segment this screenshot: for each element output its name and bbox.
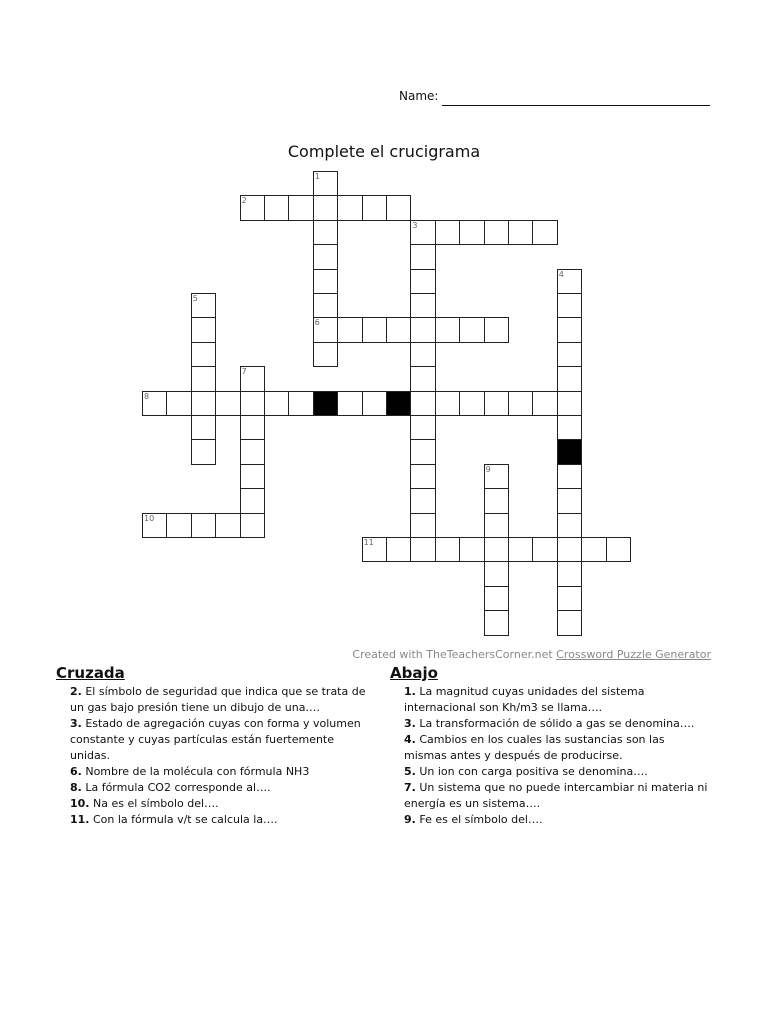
grid-cell[interactable] — [191, 317, 216, 342]
grid-cell[interactable] — [484, 464, 509, 489]
clue-number: 2 — [241, 196, 247, 206]
grid-cell[interactable] — [557, 391, 582, 416]
clue-number: 8 — [144, 391, 150, 401]
clue-item-number: 3. — [404, 717, 416, 730]
grid-cell[interactable] — [215, 513, 240, 538]
clue-item — [404, 732, 710, 764]
clue-item-text: Un sistema que no puede intercambiar ni materia ni energía es un sistema…. — [404, 781, 708, 810]
grid-cell[interactable] — [191, 439, 216, 464]
clue-number: 11 — [363, 538, 374, 547]
clue-number: 9 — [485, 464, 491, 474]
grid-cell[interactable] — [337, 195, 362, 220]
clue-item-text: Estado de agregación cuyas con forma y volumen constante y cuyas partículas están fuertemente unidas. — [70, 717, 361, 762]
grid-cell[interactable] — [532, 391, 557, 416]
grid-cell[interactable] — [410, 439, 435, 464]
grid-cell[interactable] — [313, 317, 338, 342]
grid-cell[interactable] — [166, 513, 191, 538]
page-title: Complete el crucigrama — [287, 142, 481, 161]
across-clue-list — [56, 684, 376, 828]
clue-number: 7 — [241, 367, 247, 377]
grid-cell[interactable] — [288, 195, 313, 220]
across-clues — [56, 664, 376, 828]
grid-cell[interactable] — [386, 195, 411, 220]
grid-cell[interactable] — [410, 391, 435, 416]
grid-cell[interactable] — [191, 366, 216, 391]
clue-item-number: 5. — [404, 765, 416, 778]
grid-cell[interactable] — [264, 391, 289, 416]
grid-cell[interactable] — [362, 317, 387, 342]
clue-number: 5 — [192, 294, 198, 303]
grid-cell[interactable] — [459, 391, 484, 416]
clue-item-number: 8. — [70, 781, 82, 794]
grid-cell[interactable] — [386, 537, 411, 562]
clue-item — [70, 684, 376, 716]
grid-cell[interactable] — [240, 488, 265, 513]
grid-cell[interactable] — [191, 342, 216, 367]
clue-item-text: Fe es el símbolo del…. — [415, 813, 543, 826]
grid-cell[interactable] — [435, 391, 460, 416]
grid-cell[interactable] — [142, 391, 167, 416]
grid-cell-blocked — [313, 391, 338, 416]
grid-cell-blocked — [557, 439, 582, 464]
grid-cell[interactable] — [264, 195, 289, 220]
grid-cell[interactable] — [191, 293, 216, 318]
grid-cell[interactable] — [459, 317, 484, 342]
clue-number: 10 — [144, 513, 155, 523]
grid-cell[interactable] — [240, 513, 265, 538]
clue-item — [70, 716, 376, 764]
clue-item-text: Un ion con carga positiva se denomina…. — [415, 765, 648, 778]
grid-cell[interactable] — [410, 513, 435, 538]
grid-cell[interactable] — [240, 415, 265, 440]
grid-cell[interactable] — [313, 269, 338, 294]
clue-item — [404, 764, 710, 780]
grid-cell[interactable] — [484, 317, 509, 342]
grid-cell[interactable] — [240, 195, 265, 220]
grid-cell[interactable] — [557, 464, 582, 489]
clue-item-number: 9. — [404, 813, 416, 826]
grid-cell[interactable] — [410, 269, 435, 294]
clue-item-text: La transformación de sólido a gas se denomina…. — [415, 717, 695, 730]
grid-cell[interactable] — [606, 537, 631, 562]
clue-item — [404, 684, 710, 716]
grid-cell[interactable] — [484, 488, 509, 513]
clue-item — [70, 796, 376, 812]
across-heading: Cruzada — [56, 664, 125, 682]
grid-cell[interactable] — [557, 610, 582, 635]
grid-cell[interactable] — [410, 488, 435, 513]
clue-item-number: 11. — [70, 813, 90, 826]
grid-cell[interactable] — [484, 391, 509, 416]
grid-cell[interactable] — [410, 220, 435, 245]
grid-cell[interactable] — [410, 244, 435, 269]
clue-item-text: La magnitud cuyas unidades del sistema internacional son Kh/m3 se llama…. — [404, 685, 645, 714]
grid-cell[interactable] — [581, 537, 606, 562]
grid-cell[interactable] — [337, 391, 362, 416]
clue-item — [70, 764, 376, 780]
name-label: Name: — [399, 89, 439, 103]
grid-cell[interactable] — [557, 488, 582, 513]
clue-item-text: Na es el símbolo del…. — [89, 797, 219, 810]
grid-cell[interactable] — [191, 513, 216, 538]
grid-cell[interactable] — [142, 513, 167, 538]
grid-cell[interactable] — [435, 220, 460, 245]
grid-cell[interactable] — [532, 220, 557, 245]
grid-cell[interactable] — [459, 537, 484, 562]
grid-cell[interactable] — [557, 537, 582, 562]
credit-text: Created with TheTeachersCorner.net — [352, 648, 553, 661]
grid-cell[interactable] — [508, 220, 533, 245]
grid-cell[interactable] — [410, 464, 435, 489]
clue-item — [404, 716, 710, 732]
grid-cell[interactable] — [484, 561, 509, 586]
grid-cell[interactable] — [410, 317, 435, 342]
clue-number: 1 — [314, 172, 320, 181]
clue-item-number: 1. — [404, 685, 416, 698]
grid-cell[interactable] — [508, 391, 533, 416]
clue-item-number: 2. — [70, 685, 82, 698]
clue-item — [404, 780, 710, 812]
grid-cell[interactable] — [362, 391, 387, 416]
grid-cell[interactable] — [459, 220, 484, 245]
grid-cell[interactable] — [508, 537, 533, 562]
clue-number: 4 — [558, 269, 564, 279]
generator-link[interactable]: Crossword Puzzle Generator — [556, 648, 711, 661]
clue-item — [404, 812, 710, 828]
clue-item — [70, 780, 376, 796]
grid-cell[interactable] — [166, 391, 191, 416]
grid-cell[interactable] — [313, 244, 338, 269]
grid-cell[interactable] — [215, 391, 240, 416]
grid-cell[interactable] — [557, 586, 582, 611]
clue-number: 6 — [314, 318, 320, 328]
grid-cell[interactable] — [484, 537, 509, 562]
clue-item-number: 3. — [70, 717, 82, 730]
grid-cell[interactable] — [410, 342, 435, 367]
grid-cell[interactable] — [557, 415, 582, 440]
grid-cell[interactable] — [240, 366, 265, 391]
grid-cell[interactable] — [410, 537, 435, 562]
grid-cell[interactable] — [557, 269, 582, 294]
grid-cell[interactable] — [313, 342, 338, 367]
grid-cell[interactable] — [410, 293, 435, 318]
grid-cell[interactable] — [191, 415, 216, 440]
down-clues — [390, 664, 710, 828]
grid-cell[interactable] — [362, 537, 387, 562]
clue-item-number: 10. — [70, 797, 90, 810]
grid-cell[interactable] — [410, 366, 435, 391]
grid-cell[interactable] — [410, 415, 435, 440]
grid-cell[interactable] — [557, 561, 582, 586]
grid-cell[interactable] — [386, 317, 411, 342]
grid-cell[interactable] — [313, 293, 338, 318]
clue-item-text: La fórmula CO2 corresponde al…. — [81, 781, 271, 794]
grid-cell[interactable] — [532, 537, 557, 562]
grid-cell[interactable] — [288, 391, 313, 416]
clue-item-text: Nombre de la molécula con fórmula NH3 — [81, 765, 310, 778]
clue-item-text: Con la fórmula v/t se calcula la…. — [89, 813, 278, 826]
grid-cell[interactable] — [435, 537, 460, 562]
grid-cell[interactable] — [435, 317, 460, 342]
grid-cell[interactable] — [191, 391, 216, 416]
grid-cell[interactable] — [240, 439, 265, 464]
grid-cell[interactable] — [240, 464, 265, 489]
grid-cell[interactable] — [484, 610, 509, 635]
grid-cell[interactable] — [484, 220, 509, 245]
clue-item — [70, 812, 376, 828]
clue-item-number: 7. — [404, 781, 416, 794]
clue-item-number: 6. — [70, 765, 82, 778]
grid-cell[interactable] — [313, 195, 338, 220]
grid-cell-blocked — [386, 391, 411, 416]
grid-cell[interactable] — [557, 513, 582, 538]
grid-cell[interactable] — [484, 586, 509, 611]
grid-cell[interactable] — [557, 366, 582, 391]
clue-item-text: El símbolo de seguridad que indica que se trata de un gas bajo presión tiene un dibujo de una…. — [70, 685, 366, 714]
grid-cell[interactable] — [313, 220, 338, 245]
grid-cell[interactable] — [313, 171, 338, 196]
credit-line — [352, 648, 711, 661]
grid-cell[interactable] — [240, 391, 265, 416]
grid-cell[interactable] — [337, 317, 362, 342]
down-heading: Abajo — [390, 664, 438, 682]
clue-item-text: Cambios en los cuales las sustancias son las mismas antes y después de producirse. — [404, 733, 665, 762]
grid-cell[interactable] — [557, 317, 582, 342]
grid-cell[interactable] — [557, 342, 582, 367]
grid-cell[interactable] — [557, 293, 582, 318]
grid-cell[interactable] — [362, 195, 387, 220]
grid-cell[interactable] — [484, 513, 509, 538]
clue-number: 3 — [412, 220, 418, 230]
clue-item-number: 4. — [404, 733, 416, 746]
down-clue-list — [390, 684, 710, 828]
